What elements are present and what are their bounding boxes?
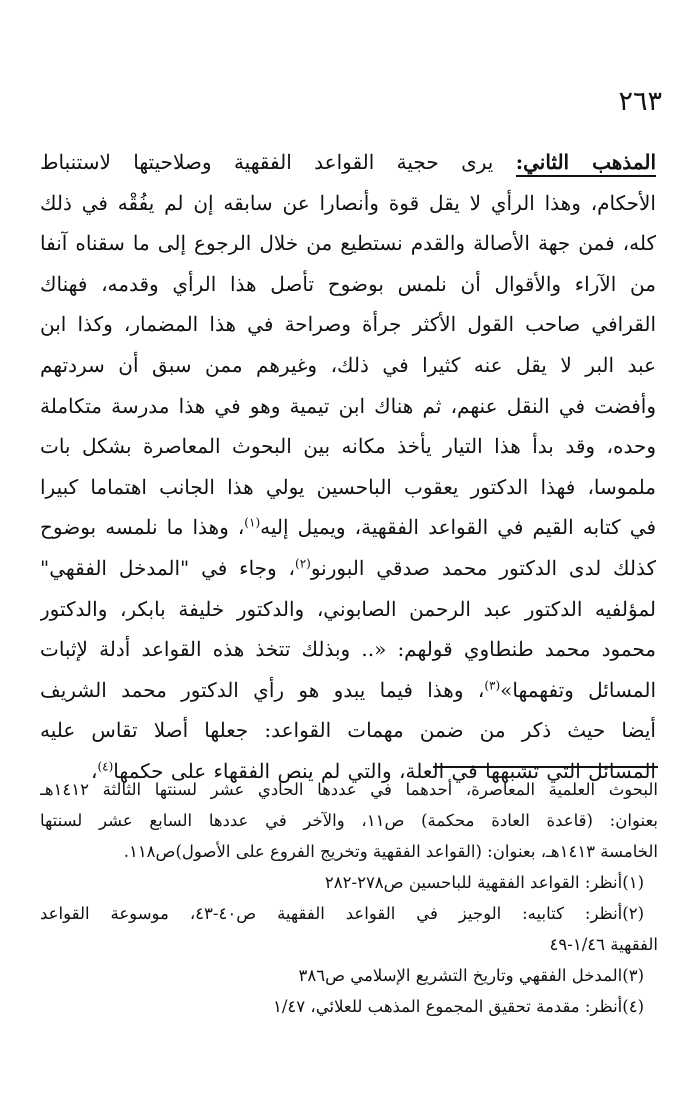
footnote-separator bbox=[433, 766, 658, 768]
text-segment: في كتابه القيم في القواعد الفقهية، ويميل إليه bbox=[260, 515, 656, 540]
text-line: من الآراء والأقوال أن نلمس بوضوح تأصل هذا الرأي وقدمه، فهناك bbox=[40, 271, 656, 296]
text-line bbox=[40, 548, 656, 589]
footnote-2: (٢)أنظر: كتابيه: الوجيز في القواعد الفقهية ص٤٠-٤٣، موسوعة القواعد bbox=[40, 904, 645, 923]
main-text bbox=[40, 142, 656, 792]
text-line: ملموسا، فهذا الدكتور يعقوب الباحسين يولي هذا الجانب اهتماما كبيرا bbox=[40, 474, 656, 499]
footnote-ref-3: (٣) bbox=[484, 678, 501, 693]
page-number: ٢٦٣ bbox=[618, 86, 662, 117]
footnote-continuation-line: بعنوان: (قاعدة العادة محكمة) ص١١، والآخر في عددها السابع عشر لسنتها bbox=[40, 811, 658, 830]
footnote-3: (٣)المدخل الفقهي وتاريخ التشريع الإسلامي ص٣٨٦ bbox=[298, 966, 644, 985]
text-line bbox=[40, 670, 656, 711]
footnote-2-continuation: الفقهية ١/٤٦-٤٩ bbox=[549, 935, 658, 954]
text-segment: ، bbox=[90, 758, 98, 783]
text-segment: ، وهذا فيما يبدو هو رأي الدكتور محمد الشريف bbox=[40, 677, 485, 702]
footnote-continuation-line: البحوث العلمية المعاصرة، أحدهما في عددها الحادي عشر لسنتها الثالثة ١٤١٢هـ bbox=[40, 780, 658, 799]
text-line: القرافي صاحب القول الأكثر جرأة وصراحة في هذا المضمار، وكذا ابن bbox=[40, 312, 656, 337]
text-segment: المسائل وتفهمها» bbox=[500, 677, 656, 702]
text-line: أيضا حيث ذكر من ضمن مهمات القواعد: جعلها أصلا تقاس عليه bbox=[40, 718, 656, 743]
text-line-content: يرى حجية القواعد الفقهية وصلاحيتها لاستنباط bbox=[40, 150, 516, 174]
text-line: وحده، وقد بدأ هذا التيار يأخذ مكانه بين البحوث المعاصرة بشكل بات bbox=[40, 434, 656, 459]
text-line: لمؤلفيه الدكتور عبد الرحمن الصابوني، والدكتور خليفة بابكر، والدكتور bbox=[40, 596, 656, 621]
text-line: كله، فمن جهة الأصالة والقدم نستطيع من خلال الرجوع إلى ما سقناه آنفا bbox=[40, 231, 656, 256]
text-line: محمود محمد طنطاوي قولهم: «.. وبذلك تتخذ هذه القواعد أدلة لإثبات bbox=[40, 637, 656, 662]
text-line: وأفضت في النقل عنهم، ثم هناك ابن تيمية وهو في هذا مدرسة متكاملة bbox=[40, 393, 656, 418]
footnotes bbox=[40, 774, 658, 1022]
text-segment: ، وجاء في "المدخل الفقهي" bbox=[40, 555, 296, 580]
text-segment: ، وهذا ما نلمسه بوضوح bbox=[40, 515, 245, 540]
footnote-continuation-line: الخامسة ١٤١٣هـ، بعنوان: (القواعد الفقهية وتخريج الفروع على الأصول)ص١١٨. bbox=[123, 842, 658, 861]
section-heading-term: المذهب الثاني: bbox=[516, 150, 656, 177]
text-line: الأحكام، وهذا الرأي لا يقل قوة وأنصارا عن سابقه إن لم يفُقْه في ذلك bbox=[40, 190, 656, 215]
footnote-ref-1: (١) bbox=[244, 515, 261, 530]
footnote-ref-4: (٤) bbox=[97, 759, 114, 774]
footnote-1: (١)أنظر: القواعد الفقهية للباحسين ص٢٧٨-٢٨٢ bbox=[324, 873, 644, 892]
text-line: عبد البر لا يقل عنه كثيرا في ذلك، وغيرهم ممن سبق أن سردتهم bbox=[40, 352, 656, 377]
text-line bbox=[40, 142, 656, 183]
footnote-4: (٤)أنظر: مقدمة تحقيق المجموع المذهب للعلائي، ١/٤٧ bbox=[273, 997, 644, 1016]
text-line bbox=[40, 507, 656, 548]
text-segment: كذلك لدى الدكتور محمد صدقي البورنو bbox=[310, 555, 656, 580]
footnote-ref-2: (٢) bbox=[295, 556, 311, 571]
text-segment: المسائل التي تشبهها في العلة، والتي لم ينص الفقهاء على حكمها bbox=[113, 758, 656, 783]
